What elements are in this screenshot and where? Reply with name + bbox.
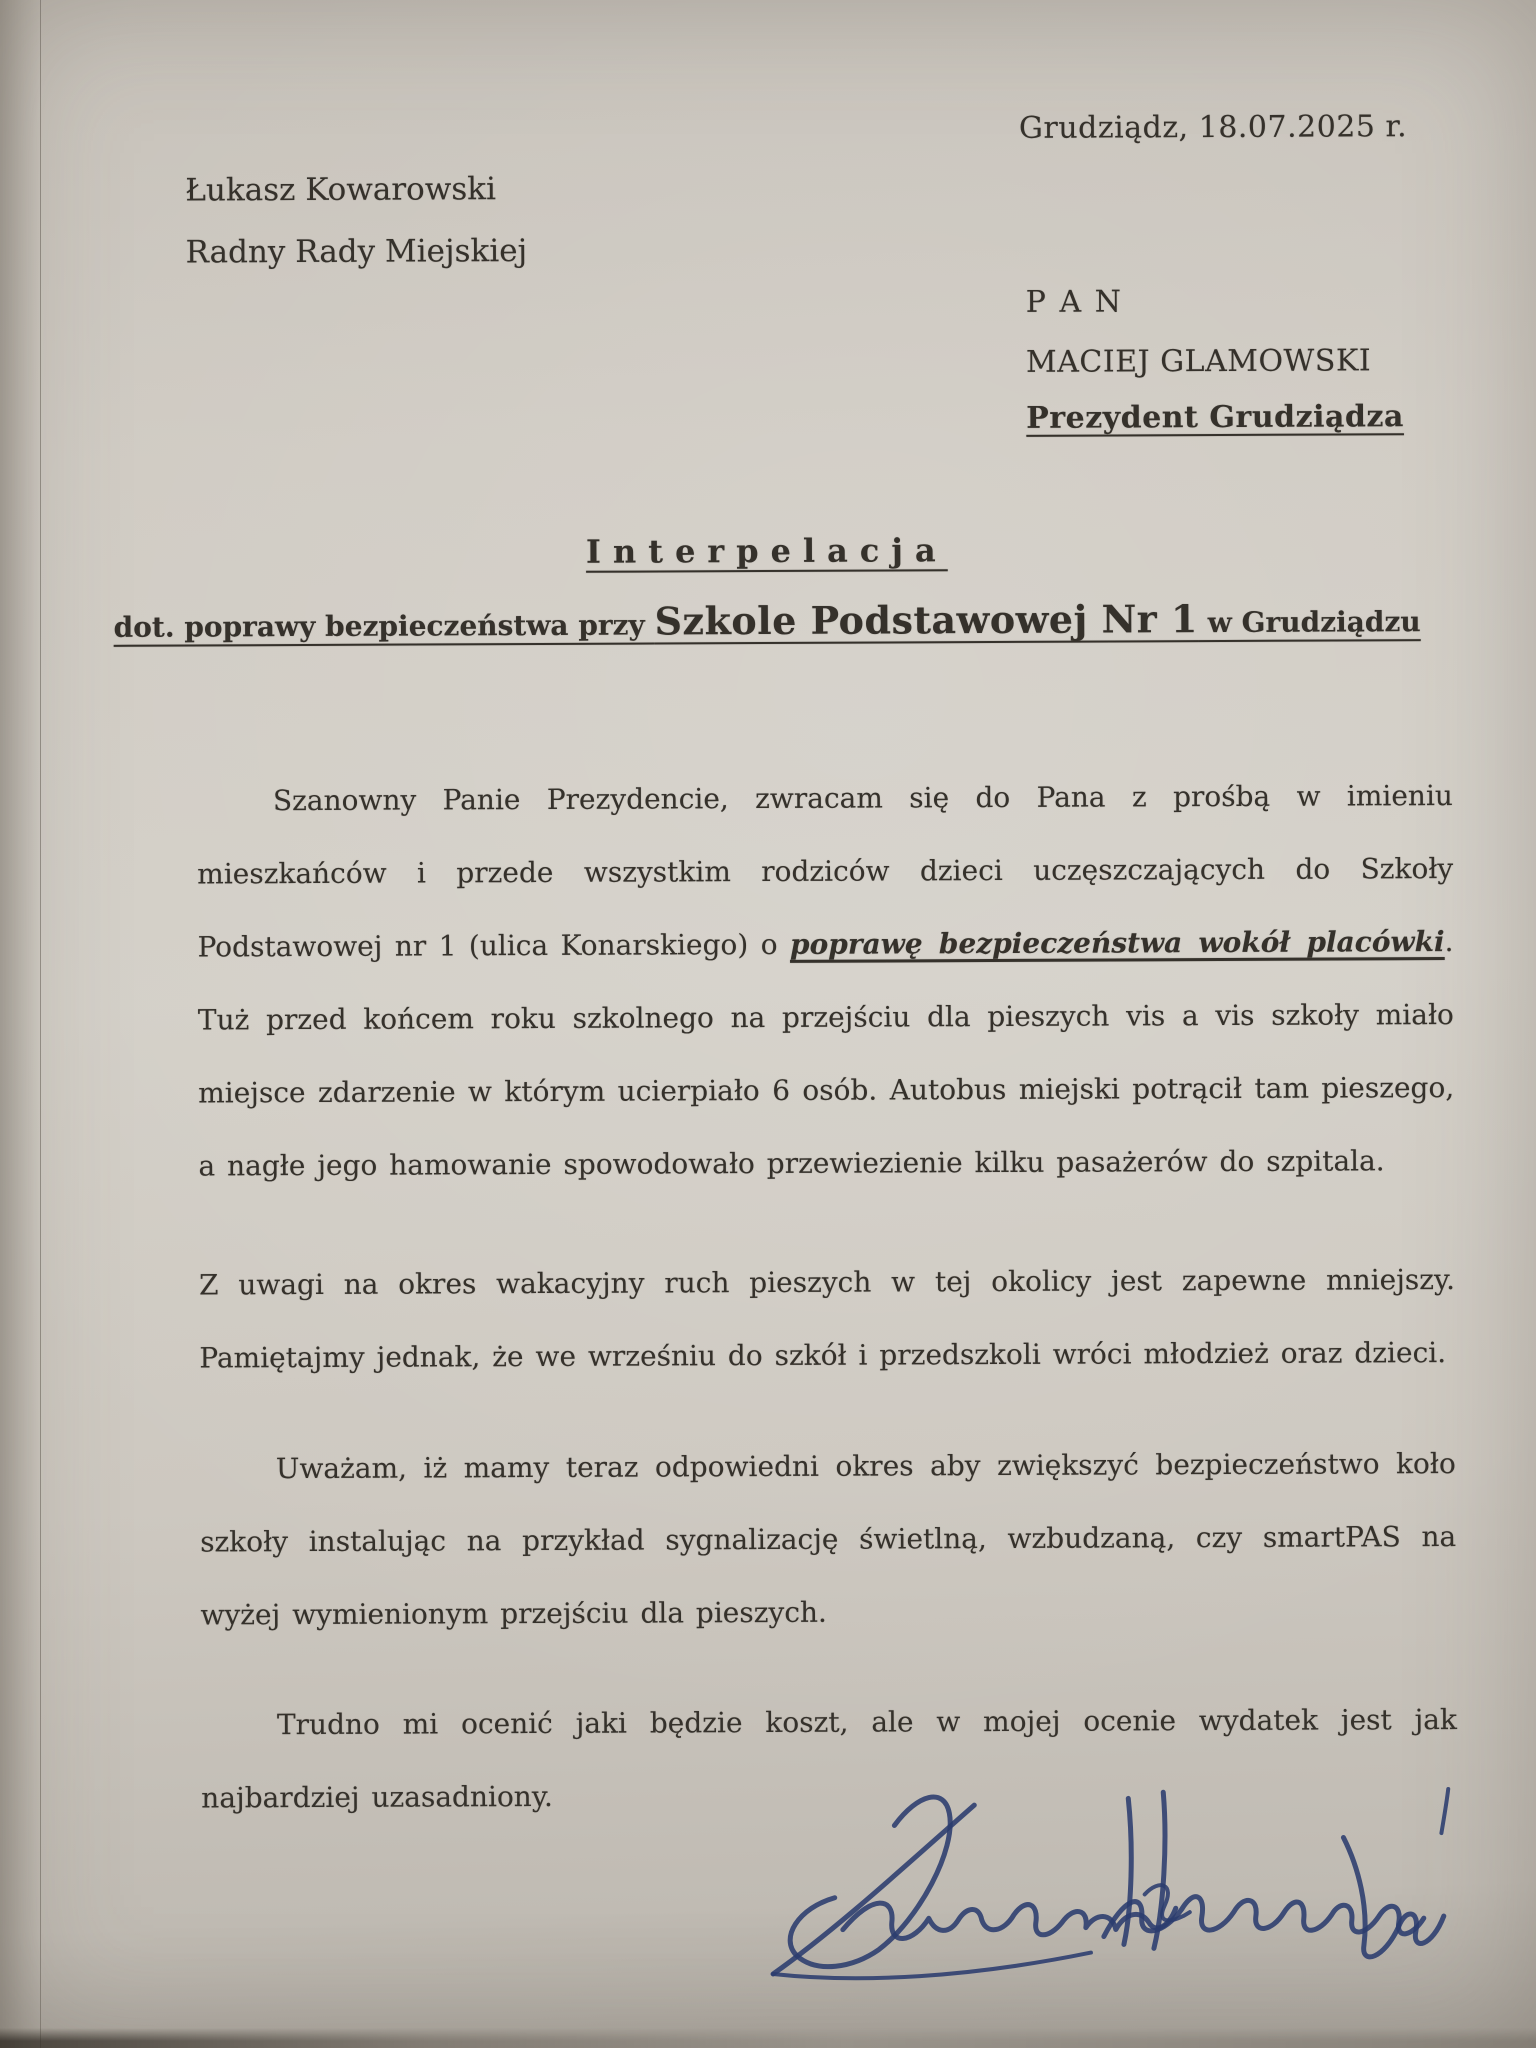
recipient-name: MACIEJ GLAMOWSKI	[1025, 343, 1372, 380]
signature-ink-strokes	[742, 1775, 1467, 2020]
letter-title	[0, 529, 1535, 574]
photo-bottom-shadow	[0, 2028, 1536, 2048]
paragraph-1	[197, 759, 1455, 1202]
letter-title-text: Interpelacja	[585, 531, 948, 571]
paragraph-1-text-after: . Tuż przed końcem roku szkolnego na przejściu dla pieszych vis a vis szkoły miało miejsce zdarzenie w którym ucierpiało 6 osób. Autobus miejski potrącił tam pieszego, a nagłe jego hamowanie spowodowało przewiezienie kilku pasażerów do szpitala.	[197, 925, 1455, 1183]
subject-underlined-group	[113, 596, 1421, 644]
sender-name: Łukasz Kowarowski	[185, 171, 497, 209]
sender-role: Radny Rady Miejskiej	[185, 233, 528, 271]
subject-suffix: w Grudziądzu	[1197, 605, 1421, 640]
date-line: Grudziądz, 18.07.2025 r.	[1018, 109, 1408, 146]
signature-handwritten	[742, 1775, 1467, 2020]
subject-highlight: Szkole Podstawowej Nr 1	[654, 596, 1199, 644]
paragraph-1-text-before: Szanowny Panie Prezydencie, zwracam się do Pana z prośbą w imieniu mieszkańców i przede wszystkim rodziców dzieci uczęszczających do Szkoły Podstawowej nr 1 (ulica Konarskiego) o	[197, 779, 1454, 964]
paragraph-4: Trudno mi ocenić jaki będzie koszt, ale w mojej ocenie wydatek jest jak najbardziej uzasadniony.	[201, 1703, 1458, 1815]
recipient-role: Prezydent Grudziądza	[1026, 399, 1404, 436]
recipient-salutation: P A N	[1025, 284, 1124, 320]
subject-prefix: dot. poprawy bezpieczeństwa przy	[113, 608, 655, 644]
paragraph-1-emphasis: poprawę bezpieczeństwa wokół placówki	[789, 925, 1445, 961]
paragraph-3: Uważam, iż mamy teraz odpowiedni okres aby zwiększyć bezpieczeństwo koło szkoły instalując na przykład sygnalizację świetlną, wzbudzaną, czy smartPAS na wyżej wymienionym przejściu dla pieszych.	[200, 1447, 1457, 1632]
subject-line	[0, 595, 1535, 647]
paragraph-2: Z uwagi na okres wakacyjny ruch pieszych w tej okolicy jest zapewne mniejszy. Pamiętajmy jednak, że we wrześniu do szkół i przedszkoli wróci młodzież oraz dzieci.	[198, 1263, 1456, 1375]
